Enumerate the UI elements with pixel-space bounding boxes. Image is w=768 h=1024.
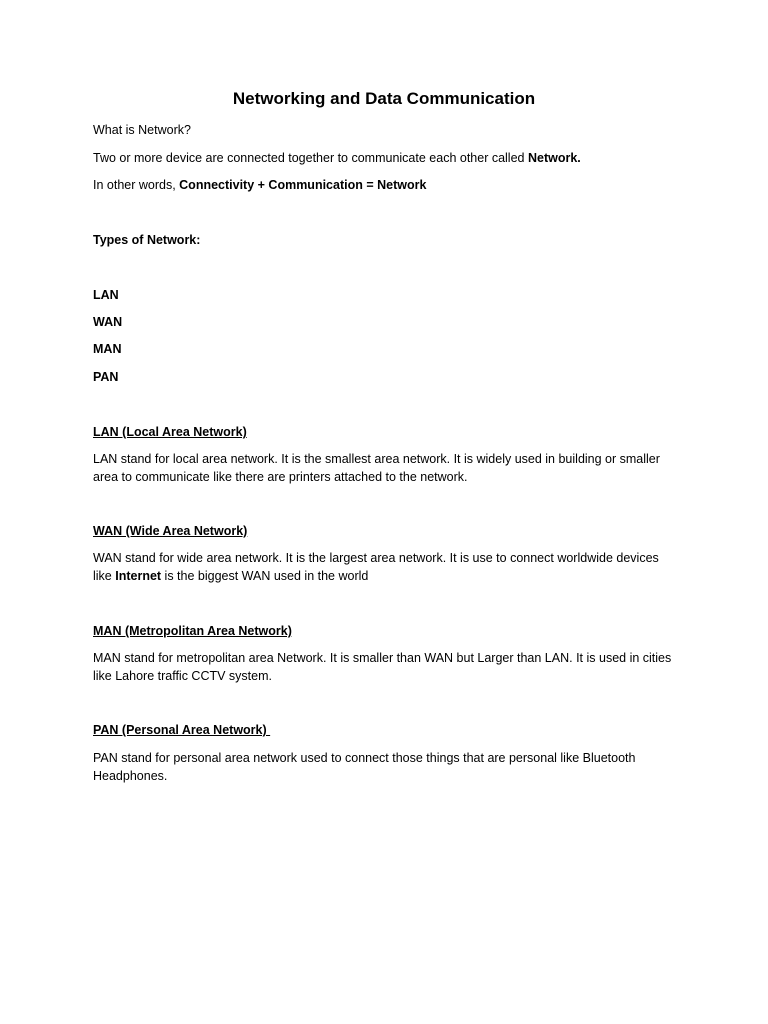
type-item-pan: PAN [93,370,119,384]
type-item-man: MAN [93,342,122,356]
wan-section-heading: WAN (Wide Area Network) [93,524,248,538]
page-title: Networking and Data Communication [232,89,536,108]
man-section-body [93,650,673,685]
definition-text: Two or more device are connected together to communicate each other called [93,151,528,165]
other-words-equation: Connectivity + Communication = Network [179,178,427,192]
pan-section-heading: PAN (Personal Area Network) [93,723,271,737]
pan-body-text: PAN stand for personal area network used to connect those things that are personal like Bluetooth Headphones. [93,751,636,783]
wan-body-text: WAN stand for wide area network. It is the largest area network. It is use to connect worldwide devices like [93,551,659,583]
type-item-wan: WAN [93,315,123,329]
types-heading: Types of Network: [93,233,201,247]
other-words-line [93,177,673,195]
definition-bold-term: Network. [527,151,581,165]
other-words-prefix: In other words, [93,178,180,192]
type-item-lan: LAN [93,288,119,302]
wan-body-text-end: is the biggest WAN used in the world [161,568,369,583]
pan-section-body [93,750,673,785]
question-text: What is Network? [93,123,191,137]
lan-section-heading: LAN (Local Area Network) [93,425,247,439]
wan-body-bold-term: Internet [115,568,162,583]
man-body-text: MAN stand for metropolitan area Network. It is smaller than WAN but Larger than LAN. It is used in cities like Lahore traffic CCTV system. [93,651,672,683]
lan-section-body [93,451,673,486]
network-definition [93,150,673,168]
lan-body-text: LAN stand for local area network. It is the smallest area network. It is widely used in building or smaller area to communicate like there are printers attached to the network. [93,452,660,484]
wan-section-body [93,550,673,585]
man-section-heading: MAN (Metropolitan Area Network) [93,624,292,638]
